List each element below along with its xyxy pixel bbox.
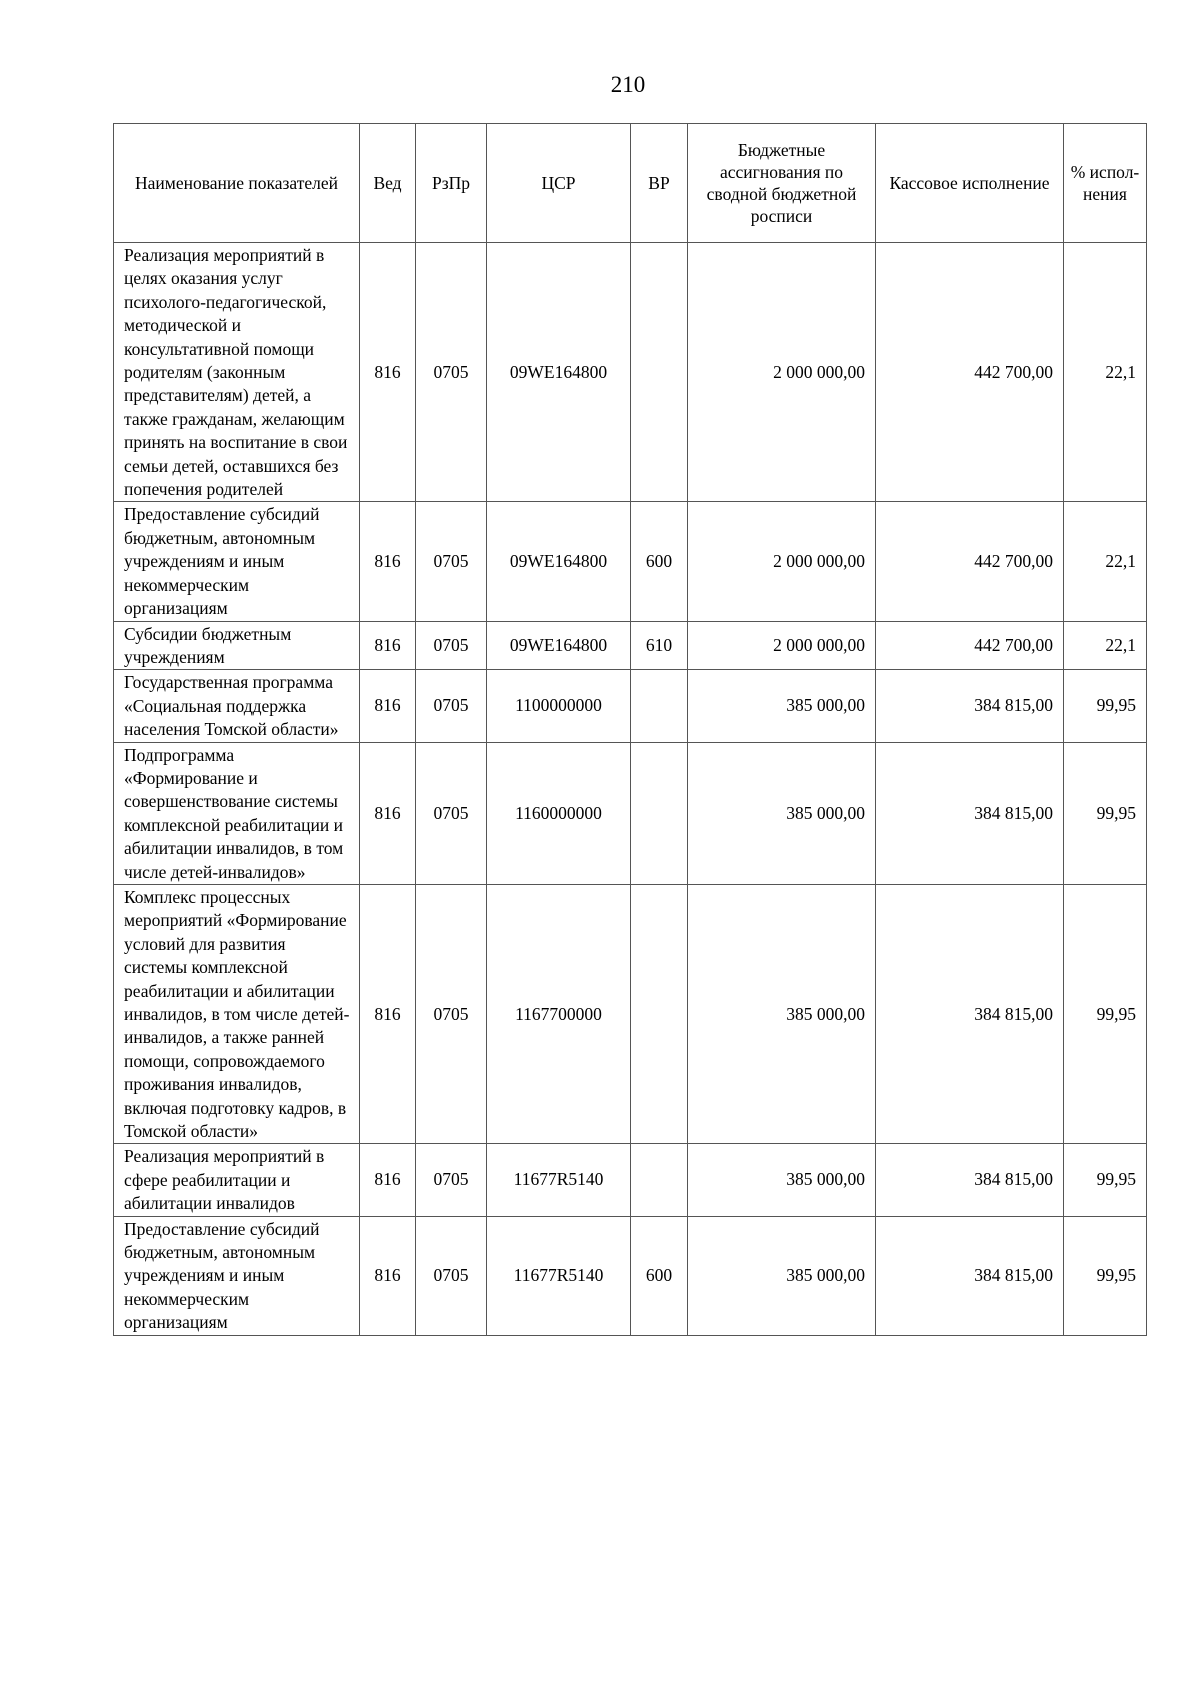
cell-cash: 384 815,00	[876, 1144, 1064, 1216]
header-cash: Кассовое исполнение	[876, 124, 1064, 243]
table-row	[114, 243, 1147, 502]
cell-budget: 385 000,00	[688, 1216, 876, 1335]
cell-name: Комплекс процессных мероприятий «Формирование условий для развития системы комплексной реабилитации и абилитации инвалидов, в том числе детей-инвалидов, а также ранней помощи, сопровождаемого проживания инвалидов, включая подготовку кадров, в Томской области»	[114, 884, 360, 1143]
cell-budget: 385 000,00	[688, 1144, 876, 1216]
cell-cash: 384 815,00	[876, 742, 1064, 884]
cell-cash: 384 815,00	[876, 884, 1064, 1143]
cell-csr: 09WE164800	[487, 621, 631, 670]
cell-budget: 2 000 000,00	[688, 243, 876, 502]
cell-cash: 384 815,00	[876, 1216, 1064, 1335]
cell-cash: 442 700,00	[876, 621, 1064, 670]
cell-csr: 1167700000	[487, 884, 631, 1143]
table-row	[114, 884, 1147, 1143]
cell-name: Предоставление субсидий бюджетным, автономным учреждениям и иным некоммерческим организациям	[114, 1216, 360, 1335]
cell-rzpr: 0705	[416, 502, 487, 621]
cell-pct: 99,95	[1064, 670, 1147, 742]
cell-vr: 600	[631, 502, 688, 621]
header-name: Наименование показателей	[114, 124, 360, 243]
cell-rzpr: 0705	[416, 621, 487, 670]
cell-vr	[631, 1144, 688, 1216]
cell-vr: 610	[631, 621, 688, 670]
cell-vr	[631, 670, 688, 742]
cell-rzpr: 0705	[416, 742, 487, 884]
cell-ved: 816	[360, 1216, 416, 1335]
table-row	[114, 670, 1147, 742]
cell-csr: 09WE164800	[487, 502, 631, 621]
cell-pct: 99,95	[1064, 1144, 1147, 1216]
header-budget: Бюджетные ассигнования по сводной бюджетной росписи	[688, 124, 876, 243]
cell-vr: 600	[631, 1216, 688, 1335]
cell-rzpr: 0705	[416, 884, 487, 1143]
cell-ved: 816	[360, 621, 416, 670]
cell-rzpr: 0705	[416, 1216, 487, 1335]
cell-ved: 816	[360, 884, 416, 1143]
cell-budget: 385 000,00	[688, 884, 876, 1143]
header-rzpr: РзПр	[416, 124, 487, 243]
cell-vr	[631, 884, 688, 1143]
cell-rzpr: 0705	[416, 670, 487, 742]
cell-pct: 99,95	[1064, 1216, 1147, 1335]
cell-pct: 99,95	[1064, 884, 1147, 1143]
table-row	[114, 1216, 1147, 1335]
header-ved: Вед	[360, 124, 416, 243]
cell-csr: 11677R5140	[487, 1216, 631, 1335]
cell-name: Подпрограмма «Формирование и совершенствование системы комплексной реабилитации и абилитации инвалидов, в том числе детей-инвалидов»	[114, 742, 360, 884]
cell-budget: 2 000 000,00	[688, 621, 876, 670]
cell-pct: 22,1	[1064, 502, 1147, 621]
page-number: 210	[610, 72, 646, 97]
cell-cash: 442 700,00	[876, 243, 1064, 502]
cell-vr	[631, 742, 688, 884]
cell-ved: 816	[360, 243, 416, 502]
cell-csr: 11677R5140	[487, 1144, 631, 1216]
table-row	[114, 1144, 1147, 1216]
cell-csr: 1160000000	[487, 742, 631, 884]
cell-name: Государственная программа «Социальная поддержка населения Томской области»	[114, 670, 360, 742]
cell-ved: 816	[360, 670, 416, 742]
cell-pct: 22,1	[1064, 621, 1147, 670]
cell-budget: 385 000,00	[688, 670, 876, 742]
cell-cash: 384 815,00	[876, 670, 1064, 742]
cell-rzpr: 0705	[416, 243, 487, 502]
cell-rzpr: 0705	[416, 1144, 487, 1216]
table-row	[114, 621, 1147, 670]
cell-csr: 1100000000	[487, 670, 631, 742]
table-row	[114, 742, 1147, 884]
cell-ved: 816	[360, 1144, 416, 1216]
cell-name: Субсидии бюджетным учреждениям	[114, 621, 360, 670]
cell-pct: 22,1	[1064, 243, 1147, 502]
cell-budget: 2 000 000,00	[688, 502, 876, 621]
cell-ved: 816	[360, 742, 416, 884]
cell-budget: 385 000,00	[688, 742, 876, 884]
cell-name: Предоставление субсидий бюджетным, автономным учреждениям и иным некоммерческим организациям	[114, 502, 360, 621]
header-csr: ЦСР	[487, 124, 631, 243]
cell-pct: 99,95	[1064, 742, 1147, 884]
budget-execution-table	[113, 123, 1147, 1336]
cell-vr	[631, 243, 688, 502]
header-pct: % испол-нения	[1064, 124, 1147, 243]
header-vr: ВР	[631, 124, 688, 243]
cell-name: Реализация мероприятий в сфере реабилитации и абилитации инвалидов	[114, 1144, 360, 1216]
cell-csr: 09WE164800	[487, 243, 631, 502]
cell-ved: 816	[360, 502, 416, 621]
cell-cash: 442 700,00	[876, 502, 1064, 621]
table-header-row	[114, 124, 1147, 243]
cell-name: Реализация мероприятий в целях оказания услуг психолого-педагогической, методической и консультативной помощи родителям (законным представителям) детей, а также гражданам, желающим принять на воспитание в свои семьи детей, оставшихся без попечения родителей	[114, 243, 360, 502]
table-row	[114, 502, 1147, 621]
